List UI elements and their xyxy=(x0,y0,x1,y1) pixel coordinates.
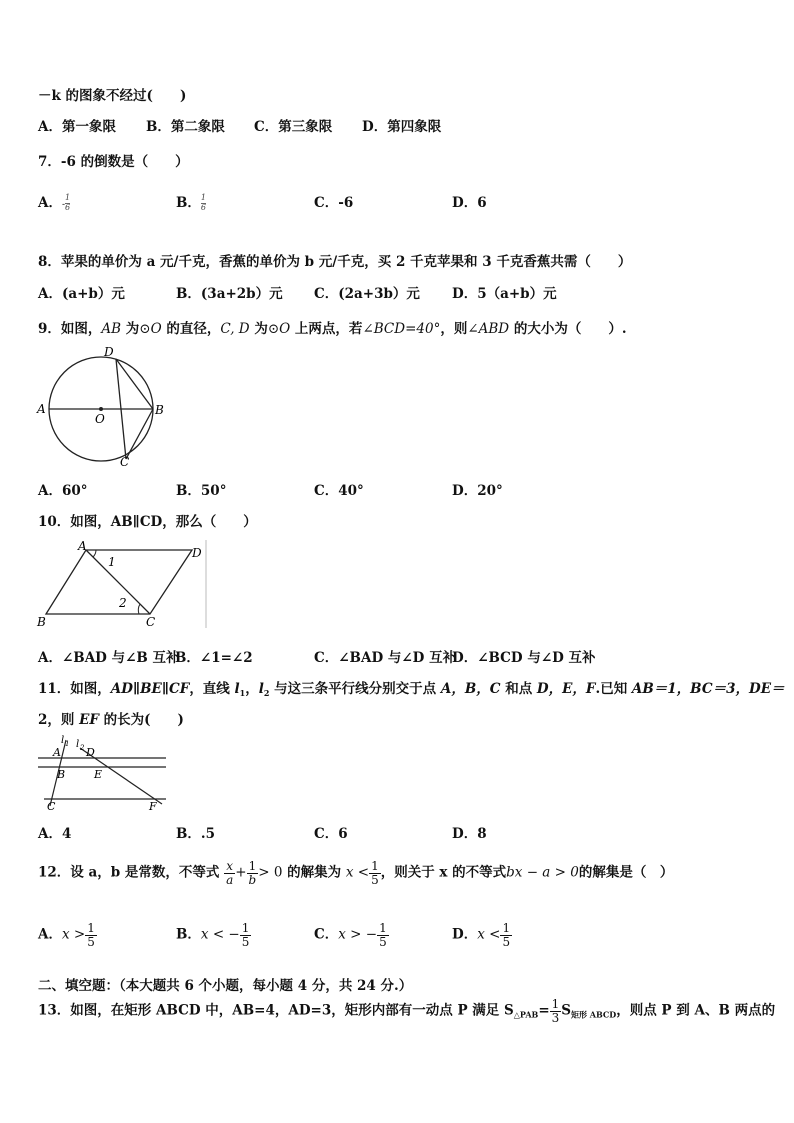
q9-label-o: O xyxy=(95,412,105,426)
q10-option-b: B．∠1=∠2 xyxy=(175,650,253,666)
q9-option-b: B．50° xyxy=(176,483,227,499)
q10-option-d: D．∠BCD 与∠D 互补 xyxy=(452,650,596,666)
q6-option-c: C．第三象限 xyxy=(254,119,333,135)
q12-option-d: D．x < $\frac{1}{5}$ xyxy=(452,921,511,949)
q6-option-d: D．第四象限 xyxy=(362,119,442,135)
q13-stem: 13．如图，在矩形 ABCD 中，AB=4，AD=3，矩形内部有一动点 P 满足 $S_{\triangle PAB}=$ $\frac{1}{3}$ $S_{矩形 ABCD}$，则点 P 到 A、B 两点的 xyxy=(38,997,776,1025)
q11-option-d: D．8 xyxy=(452,826,487,842)
section-fill-in-header: 二、填空题：（本大题共 6 个小题，每小题 4 分，共 24 分.） xyxy=(38,978,413,994)
q7-stem: 7．-6 的倒数是（ ） xyxy=(38,154,189,170)
q12-option-a: A．x > $\frac{1}{5}$ xyxy=(38,921,95,949)
q11-label-e: E xyxy=(94,768,103,781)
q9-option-d: D．20° xyxy=(452,483,503,499)
q11-label-l1-sub: 1 xyxy=(65,740,70,748)
q11-option-c: C．6 xyxy=(314,826,348,842)
q11-label-l1: l xyxy=(61,735,65,746)
q11-parallel-lines-figure xyxy=(36,732,170,814)
q11-label-d: D xyxy=(86,746,95,759)
q6-option-a: A．第一象限 xyxy=(38,119,116,135)
q11-label-l2: l xyxy=(76,739,80,750)
q10-label-d: D xyxy=(192,546,202,560)
q11-option-a: A．4 xyxy=(38,826,72,842)
q11-label-l2-sub: 2 xyxy=(80,744,85,752)
q7-option-d: D．6 xyxy=(452,195,487,211)
q10-angle-2: 2 xyxy=(119,596,127,610)
q9-label-c: C xyxy=(120,455,130,469)
q10-option-a: A．∠BAD 与∠B 互补 xyxy=(38,650,180,666)
q9-label-a: A xyxy=(37,402,46,416)
q7-option-a: A．- $\frac{1}{6}$ xyxy=(38,193,71,212)
q9-option-a: A．60° xyxy=(38,483,88,499)
q9-stem: 9．如图，AB 为⊙O 的直径，C, D 为⊙O 上两点，若∠BCD=40°，则∠ABD 的大小为（ ）. xyxy=(38,321,627,337)
q8-stem: 8．苹果的单价为 a 元/千克，香蕉的单价为 b 元/千克，买 2 千克苹果和 3 千克香蕉共需（ ） xyxy=(38,254,632,270)
q10-option-c: C．∠BAD 与∠D 互补 xyxy=(314,650,457,666)
q12-option-b: B．x < − $\frac{1}{5}$ xyxy=(176,921,250,949)
q7-option-b: B． $\frac{1}{6}$ xyxy=(176,193,207,212)
q11-label-c: C xyxy=(47,800,56,813)
q6-option-b: B．第二象限 xyxy=(146,119,225,135)
q8-option-c: C．(2a+3b）元 xyxy=(314,286,420,302)
q9-label-d: D xyxy=(104,345,114,359)
q12-option-c: C．x > − $\frac{1}{5}$ xyxy=(314,921,387,949)
q9-label-b: B xyxy=(155,403,164,417)
q10-label-a: A xyxy=(78,539,87,553)
q11-stem-line2: 2，则 EF 的长为( ) xyxy=(38,712,184,728)
q9-option-c: C．40° xyxy=(314,483,364,499)
q10-stem: 10．如图，AB∥CD，那么（ ） xyxy=(38,514,257,530)
q10-label-b: B xyxy=(37,615,46,629)
q10-label-c: C xyxy=(146,615,156,629)
q8-option-a: A．(a+b）元 xyxy=(38,286,125,302)
q12-stem: 12．设 a，b 是常数，不等式 $\frac{x}{a}$ + $\frac{1}{b}$ > 0 的解集为 x < $\frac{1}{5}$ ，则关于 x 的不等式bx − a > 0的解集是（ ） xyxy=(38,859,674,887)
q8-option-d: D．5（a+b）元 xyxy=(452,286,557,302)
q10-angle-1: 1 xyxy=(108,555,116,569)
q7-option-c: C．-6 xyxy=(314,195,354,211)
q11-stem-line1: 11．如图，AD∥BE∥CF，直线 $l_1$，$l_2$ 与这三条平行线分别交于点 A，B，C 和点 D，E，F.已知 AB＝1，BC＝3，DE＝ xyxy=(38,681,785,698)
q9-circle-figure xyxy=(34,342,170,472)
q11-label-f: F xyxy=(149,800,157,813)
q11-option-b: B．.5 xyxy=(176,826,216,842)
q10-parallelogram-figure xyxy=(36,538,208,630)
q11-label-b: B xyxy=(57,768,66,781)
q11-label-a: A xyxy=(53,746,61,759)
q6-stem: －k 的图象不经过( ) xyxy=(38,88,187,104)
q8-option-b: B．(3a+2b）元 xyxy=(176,286,283,302)
